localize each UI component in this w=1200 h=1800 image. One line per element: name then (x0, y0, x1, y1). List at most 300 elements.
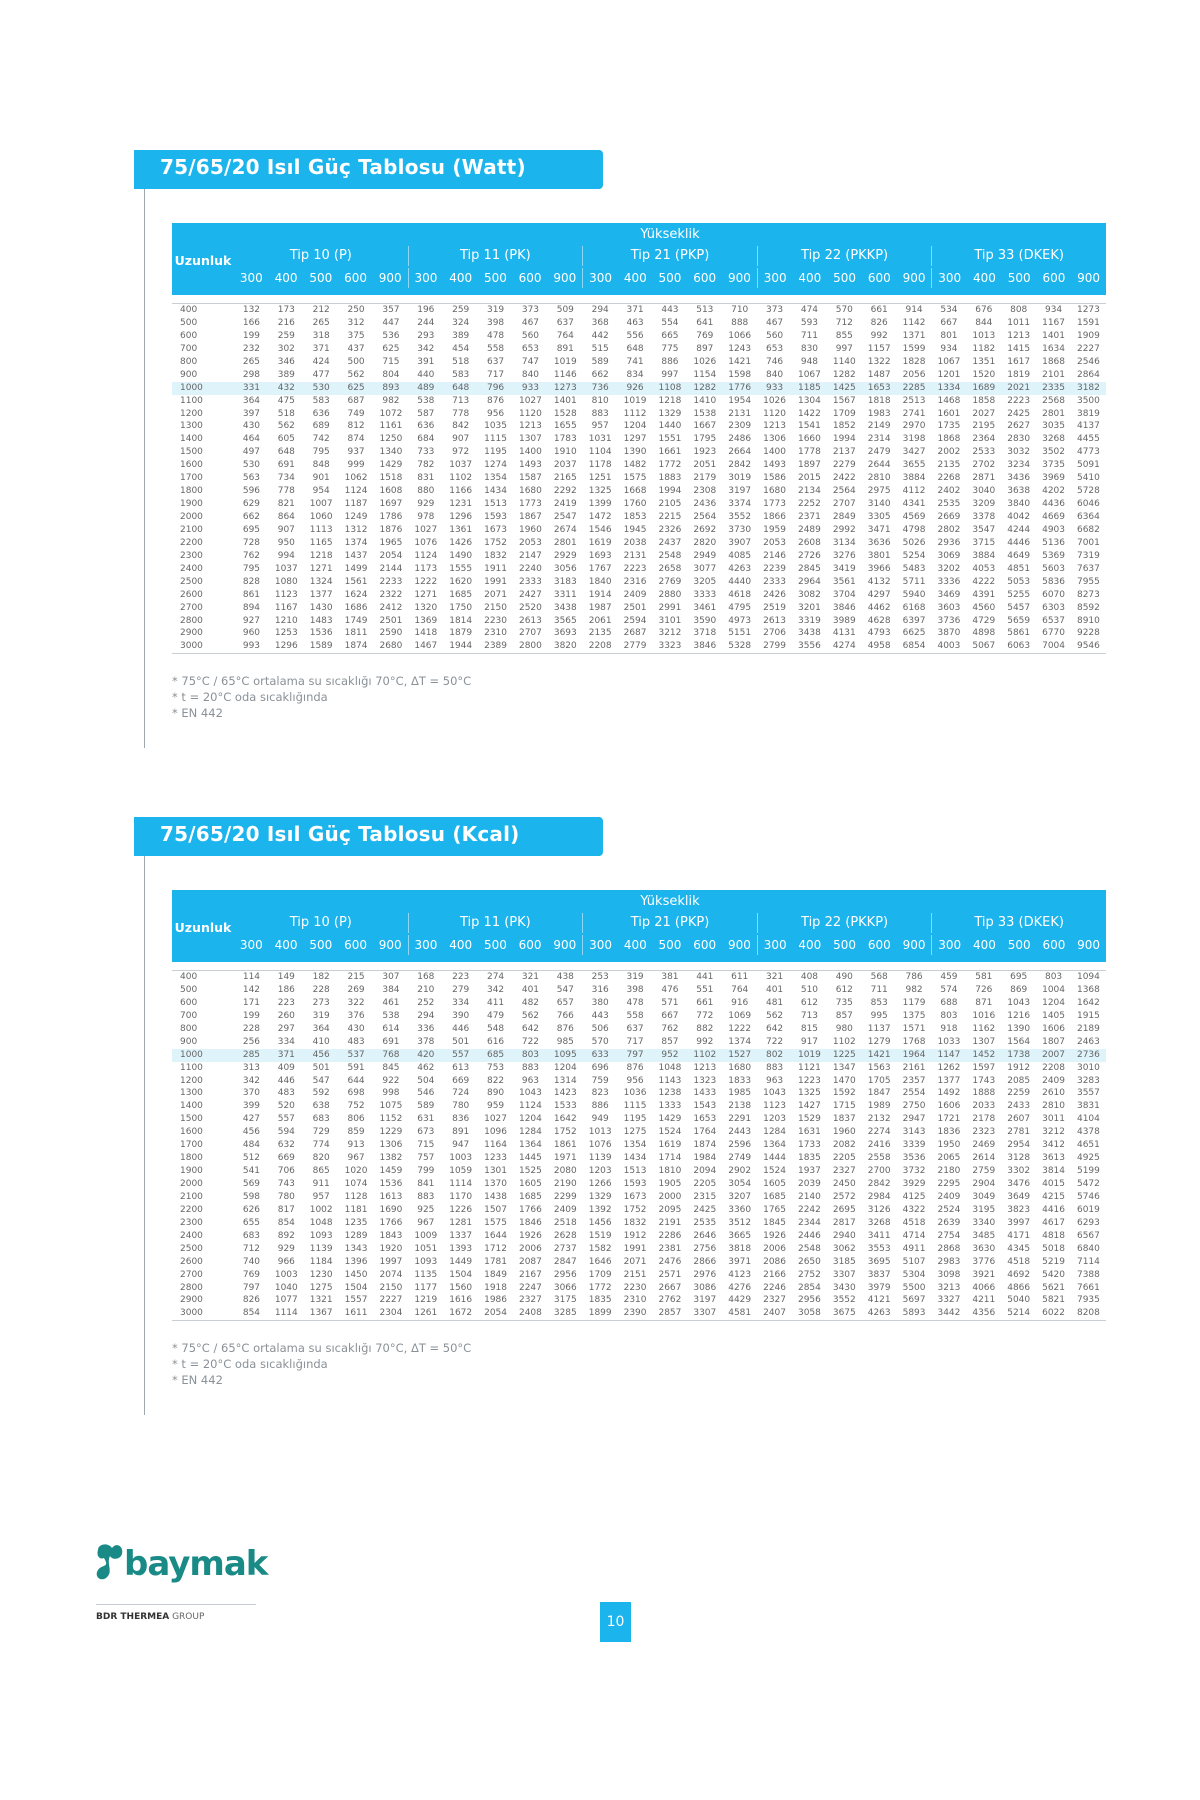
table-cell: 1689 (972, 382, 996, 393)
table-cell: 510 (800, 984, 819, 995)
table-cell: 368 (591, 317, 609, 328)
table-cell: 3305 (867, 512, 891, 522)
table-cell: 2409 (937, 1191, 961, 1202)
table-cell: 2015 (797, 473, 821, 484)
table-cell: 637 (556, 317, 574, 328)
table-cell: 882 (696, 1023, 714, 1034)
table-cell: 1920 (379, 1243, 403, 1254)
table-cell: 1918 (484, 1282, 508, 1293)
table-cell: 1772 (588, 1282, 612, 1293)
table-row (172, 382, 1106, 395)
table-cell: 933 (521, 382, 540, 393)
table-cell: 8208 (1076, 1308, 1100, 1319)
table-cell: 1673 (484, 524, 508, 535)
table-cell: 1003 (274, 1269, 298, 1280)
table-row (172, 1217, 1106, 1230)
table-cell: 1399 (588, 499, 612, 510)
table-cell: 3340 (972, 1217, 996, 1228)
table-cell: 1781 (484, 1256, 508, 1267)
table-cell: 742 (312, 434, 330, 445)
table-cell: 2687 (623, 628, 647, 639)
table-cell: 1284 (518, 1127, 542, 1138)
table-cell: 753 (486, 1062, 505, 1073)
row-length: 2500 (180, 1243, 203, 1254)
table-cell: 2344 (797, 1217, 821, 1228)
table-cell: 710 (731, 305, 749, 315)
table-cell: 2513 (902, 395, 926, 406)
table-cell: 1601 (937, 408, 961, 419)
table-cell: 1810 (658, 1166, 682, 1177)
height-header: 400 (274, 938, 298, 952)
table-cell: 2854 (797, 1282, 821, 1293)
table-cell: 614 (382, 1023, 400, 1034)
row-length: 2200 (180, 1204, 203, 1215)
table-cell: 319 (312, 1010, 330, 1021)
table-cell: 1033 (937, 1036, 961, 1047)
table-cell: 596 (242, 486, 261, 497)
logo-divider (96, 1604, 256, 1605)
table-cell: 1307 (972, 1036, 996, 1047)
table-cell: 4263 (728, 563, 752, 574)
table-row (172, 356, 1106, 369)
table-cell: 2335 (1042, 382, 1066, 393)
table-cell: 3195 (972, 1204, 996, 1215)
table-cell: 1161 (379, 421, 403, 432)
table-cell: 1104 (588, 447, 612, 458)
note-line: * t = 20°C oda sıcaklığında (172, 1357, 328, 1371)
table-cell: 199 (242, 1010, 261, 1021)
table-cell: 3411 (867, 1230, 891, 1241)
table-cell: 3056 (553, 563, 577, 574)
table-cell: 3427 (902, 447, 926, 458)
table-cell: 762 (242, 550, 261, 561)
table-cell: 2754 (937, 1230, 961, 1241)
table-cell: 3735 (1042, 460, 1066, 471)
table-cell: 801 (940, 330, 958, 341)
table-cell: 285 (242, 1049, 261, 1060)
table-cell: 399 (242, 1101, 261, 1112)
note-line: * 75°C / 65°C ortalama su sıcaklığı 70°C, ΔT = 50°C (172, 1341, 472, 1355)
table-cell: 2105 (658, 499, 682, 510)
table-cell: 3565 (553, 615, 577, 626)
height-header: 500 (833, 271, 857, 285)
table-cell: 2240 (518, 563, 542, 574)
table-cell: 665 (661, 330, 679, 341)
table-cell: 3438 (553, 602, 577, 613)
table-cell: 667 (940, 317, 958, 328)
table-cell: 1818 (867, 395, 891, 406)
table-cell: 558 (626, 1010, 644, 1021)
table-cell: 3837 (867, 1269, 891, 1280)
table-cell: 695 (242, 524, 261, 535)
table-cell: 518 (277, 408, 295, 419)
table-cell: 994 (277, 550, 295, 561)
table-cell: 782 (417, 460, 435, 471)
table-row (172, 1126, 1106, 1139)
table-cell: 1204 (518, 1114, 542, 1125)
table-cell: 1836 (937, 1127, 961, 1138)
table-cell: 3185 (832, 1256, 856, 1267)
table-cell: 1520 (972, 369, 996, 380)
type-groups (234, 246, 1106, 266)
table-cell: 4569 (902, 512, 926, 522)
table-cell: 3818 (728, 1243, 752, 1254)
table-cell: 2801 (1042, 408, 1066, 419)
table-cell: 1914 (588, 589, 612, 600)
table-cell: 3590 (693, 615, 717, 626)
table-cell: 2227 (379, 1295, 403, 1306)
table-cell: 1003 (449, 1153, 473, 1164)
table-cell: 810 (591, 395, 609, 406)
table-cell: 734 (277, 473, 295, 484)
table-cell: 1013 (588, 1127, 612, 1138)
table-cell: 1575 (484, 1217, 508, 1228)
table-cell: 957 (591, 421, 609, 432)
table-cell: 653 (521, 343, 540, 354)
table-cell: 1152 (379, 1114, 403, 1125)
height-header: 300 (239, 271, 263, 285)
table-cell: 661 (696, 997, 714, 1008)
table-cell: 795 (242, 563, 261, 574)
table-cell: 2547 (553, 512, 577, 522)
table-cell: 547 (312, 1075, 330, 1086)
table-cell: 538 (417, 395, 435, 406)
table-row (172, 459, 1106, 472)
table-cell: 1524 (658, 1127, 682, 1138)
type-group-header: Tip 33 (DKEK) (931, 913, 1106, 933)
table-cell: 9546 (1076, 641, 1100, 652)
table-cell: 1026 (763, 395, 787, 406)
table-cell: 2135 (588, 628, 612, 639)
table-cell: 1617 (1007, 356, 1031, 367)
table-cell: 3846 (693, 641, 717, 652)
table-cell: 2308 (693, 486, 717, 497)
table-cell: 318 (312, 330, 330, 341)
table-cell: 443 (661, 305, 679, 315)
table-cell: 322 (347, 997, 365, 1008)
table-cell: 441 (696, 972, 714, 982)
table-cell: 1037 (449, 460, 473, 471)
table-cell: 1231 (449, 499, 473, 510)
table-cell: 384 (382, 984, 400, 995)
table-cell: 823 (591, 1088, 609, 1099)
table-cell: 1337 (449, 1230, 473, 1241)
table-cell: 992 (696, 1036, 714, 1047)
table-cell: 644 (347, 1075, 365, 1086)
table-row (172, 984, 1106, 997)
table-cell: 437 (347, 343, 365, 354)
table-cell: 1598 (728, 369, 752, 380)
height-header: 600 (867, 271, 891, 285)
table-row (172, 1075, 1106, 1088)
table-cell: 4123 (728, 1269, 752, 1280)
table-row (172, 1243, 1106, 1256)
table-cell: 695 (1010, 972, 1028, 982)
table-cell: 2409 (623, 589, 647, 600)
table-cell: 1487 (867, 369, 891, 380)
table-cell: 859 (347, 1127, 365, 1138)
table-cell: 891 (556, 343, 574, 354)
table-cell: 683 (242, 1230, 261, 1241)
row-length: 1400 (180, 434, 203, 445)
height-header: 900 (902, 271, 926, 285)
table-cell: 1102 (449, 473, 473, 484)
table-cell: 376 (347, 1010, 365, 1021)
table-cell: 6397 (902, 615, 926, 626)
table-cell: 888 (731, 317, 749, 328)
table-cell: 4518 (1007, 1256, 1031, 1267)
table-cell: 797 (626, 1049, 644, 1060)
table-cell: 917 (800, 1036, 819, 1047)
table-cell: 2316 (623, 576, 647, 587)
table-cell: 854 (242, 1308, 261, 1319)
table-cell: 1166 (449, 486, 473, 497)
table-cell: 1847 (867, 1088, 891, 1099)
table-cell: 2135 (937, 460, 961, 471)
table-cell: 7319 (1076, 550, 1100, 561)
table-cell: 2150 (379, 1282, 403, 1293)
table-cell: 980 (835, 1023, 853, 1034)
table-cell: 1120 (763, 408, 787, 419)
table-cell: 482 (521, 997, 540, 1008)
table-cell: 3285 (553, 1308, 577, 1319)
table-cell: 1020 (344, 1166, 368, 1177)
table-cell: 1410 (693, 395, 717, 406)
table-cell: 673 (417, 1127, 435, 1138)
table-cell: 2131 (728, 408, 752, 419)
table-cell: 518 (452, 356, 470, 367)
table-cell: 1143 (658, 1075, 682, 1086)
table-cell: 1482 (623, 460, 647, 471)
table-cell: 1608 (379, 486, 403, 497)
table-header (172, 223, 1106, 295)
table-cell: 427 (242, 1114, 261, 1125)
row-length: 600 (180, 330, 198, 341)
table-cell: 2151 (623, 1269, 647, 1280)
table-cell: 4391 (972, 589, 996, 600)
table-cell: 583 (312, 395, 330, 406)
table-cell: 985 (556, 1036, 574, 1047)
table-row (172, 317, 1106, 330)
table-cell: 3268 (867, 1217, 891, 1228)
table-cell: 316 (591, 984, 609, 995)
table-cell: 775 (661, 343, 679, 354)
table-cell: 294 (591, 305, 609, 315)
table-cell: 2074 (379, 1269, 403, 1280)
table-cell: 2628 (553, 1230, 577, 1241)
row-length: 2800 (180, 615, 203, 626)
table-cell: 2680 (379, 641, 403, 652)
table-cell: 1321 (309, 1295, 333, 1306)
table-cell: 373 (521, 305, 540, 315)
table-cell: 934 (1044, 305, 1063, 315)
table-cell: 2991 (658, 602, 682, 613)
table-cell: 1222 (728, 1023, 752, 1034)
table-cell: 2309 (728, 421, 752, 432)
table-cell: 5369 (1042, 550, 1066, 561)
table-cell: 294 (417, 1010, 435, 1021)
table-cell: 949 (591, 1114, 609, 1125)
table-cell: 1513 (623, 1166, 647, 1177)
table-cell: 5728 (1076, 486, 1100, 497)
table-cell: 475 (277, 395, 295, 406)
table-cell: 2286 (658, 1230, 682, 1241)
table-cell: 313 (242, 1062, 261, 1073)
table-cell: 804 (382, 369, 400, 380)
table-cell: 4137 (1076, 421, 1100, 432)
table-cell: 1910 (553, 447, 577, 458)
table-cell: 1593 (484, 512, 508, 522)
row-length: 1500 (180, 447, 203, 458)
height-header: 600 (867, 938, 891, 952)
table-cell: 2564 (693, 512, 717, 522)
table-cell: 803 (1044, 972, 1063, 982)
table-cell: 1322 (867, 356, 891, 367)
table-cell: 2546 (1076, 356, 1100, 367)
table-cell: 1599 (902, 343, 926, 354)
table-cell: 927 (242, 615, 261, 626)
table-cell: 696 (591, 1062, 609, 1073)
table-cell: 4211 (972, 1295, 996, 1306)
table-cell: 3512 (728, 1217, 752, 1228)
table-cell: 4618 (728, 589, 752, 600)
table-cell: 2409 (1042, 1075, 1066, 1086)
table-cell: 2205 (832, 1153, 856, 1164)
table-cell: 3040 (972, 486, 996, 497)
table-cell: 2167 (518, 1269, 542, 1280)
table-cell: 2610 (1042, 1088, 1066, 1099)
table-cell: 410 (312, 1036, 330, 1047)
table-cell: 1157 (867, 343, 891, 354)
table-cell: 2750 (902, 1101, 926, 1112)
table-cell: 3732 (902, 1166, 926, 1177)
table-cell: 876 (626, 1062, 644, 1073)
table-cell: 933 (765, 382, 784, 393)
row-length: 1600 (180, 1127, 203, 1138)
table-cell: 2161 (902, 1062, 926, 1073)
table-cell: 3198 (902, 434, 926, 445)
table-cell: 589 (591, 356, 609, 367)
table-cell: 5621 (1042, 1282, 1066, 1293)
table-cell: 1613 (379, 1191, 403, 1202)
table-cell: 5214 (1007, 1308, 1031, 1319)
table-cell: 1137 (867, 1023, 891, 1034)
table-cell: 1986 (484, 1295, 508, 1306)
table-cell: 799 (417, 1166, 435, 1177)
table-cell: 907 (277, 524, 295, 535)
table-cell: 1450 (344, 1269, 368, 1280)
table-cell: 1019 (553, 356, 577, 367)
table-cell: 541 (242, 1166, 261, 1177)
table-cell: 2304 (379, 1308, 403, 1319)
table-cell: 506 (591, 1023, 609, 1034)
table-cell: 467 (765, 317, 784, 328)
row-length: 2700 (180, 602, 203, 613)
table-cell: 512 (242, 1153, 261, 1164)
table-cell: 1393 (449, 1243, 473, 1254)
table-cell: 2101 (1042, 369, 1066, 380)
table-cell: 4898 (972, 628, 996, 639)
table-cell: 637 (486, 356, 505, 367)
table-cell: 1027 (518, 395, 542, 406)
table-cell: 2071 (623, 1256, 647, 1267)
table-cell: 1377 (309, 589, 333, 600)
table-cell: 2781 (1007, 1127, 1031, 1138)
table-cell: 1051 (414, 1243, 438, 1254)
table-cell: 3319 (797, 615, 821, 626)
table-cell: 1538 (693, 408, 717, 419)
table-cell: 2295 (937, 1179, 961, 1189)
table-cell: 1985 (728, 1088, 752, 1099)
table-cell: 655 (242, 1217, 261, 1228)
table-cell: 6364 (1076, 512, 1100, 522)
table-cell: 1705 (867, 1075, 891, 1086)
table-cell: 398 (486, 317, 505, 328)
table-cell: 4171 (1007, 1230, 1031, 1241)
table-cell: 3302 (1007, 1166, 1031, 1177)
table-cell: 1121 (797, 1062, 821, 1073)
table-cell: 1249 (344, 512, 368, 522)
table-cell: 1840 (588, 576, 612, 587)
table-cell: 390 (452, 1010, 470, 1021)
row-length: 800 (180, 1023, 198, 1034)
table-cell: 6854 (902, 641, 926, 652)
row-length: 1000 (180, 1049, 203, 1060)
table-cell: 1066 (728, 330, 752, 341)
table-cell: 729 (312, 1127, 330, 1138)
table-cell: 1960 (832, 1127, 856, 1138)
table-cell: 2752 (797, 1269, 821, 1280)
table-cell: 4244 (1007, 524, 1031, 535)
table-cell: 854 (277, 1217, 295, 1228)
table-cell: 515 (591, 343, 609, 354)
table-cell: 1026 (693, 356, 717, 367)
table-cell: 1697 (379, 499, 403, 510)
table-cell: 2702 (972, 460, 996, 471)
table-cell: 1525 (518, 1166, 542, 1177)
table-cell: 1238 (658, 1088, 682, 1099)
table-cell: 3649 (1007, 1191, 1031, 1202)
table-cell: 1945 (623, 524, 647, 535)
table-cell: 757 (417, 1153, 435, 1164)
table-cell: 992 (870, 330, 888, 341)
table-cell: 424 (312, 356, 330, 367)
table-cell: 2658 (658, 563, 682, 574)
table-cell: 1459 (379, 1166, 403, 1177)
table-cell: 982 (382, 395, 400, 406)
table-cell: 443 (591, 1010, 609, 1021)
table-cell: 6537 (1042, 615, 1066, 626)
table-cell: 4341 (902, 499, 926, 510)
table-cell: 1563 (867, 1062, 891, 1073)
table-cell: 408 (800, 972, 819, 982)
table-cell: 1115 (484, 434, 508, 445)
table-cell: 1306 (763, 434, 787, 445)
table-cell: 2769 (658, 576, 682, 587)
table-cell: 3561 (832, 576, 856, 587)
row-length: 2700 (180, 1269, 203, 1280)
table-cell: 570 (591, 1036, 609, 1047)
table-cell: 1560 (449, 1282, 473, 1293)
table-cell: 562 (521, 1010, 540, 1021)
table-cell: 4446 (1007, 537, 1031, 548)
table-cell: 857 (661, 1036, 679, 1047)
table-cell: 574 (940, 984, 958, 995)
height-header: 500 (309, 271, 333, 285)
row-length: 2000 (180, 1179, 203, 1189)
table-cell: 334 (277, 1036, 295, 1047)
table-cell: 1146 (553, 369, 577, 380)
